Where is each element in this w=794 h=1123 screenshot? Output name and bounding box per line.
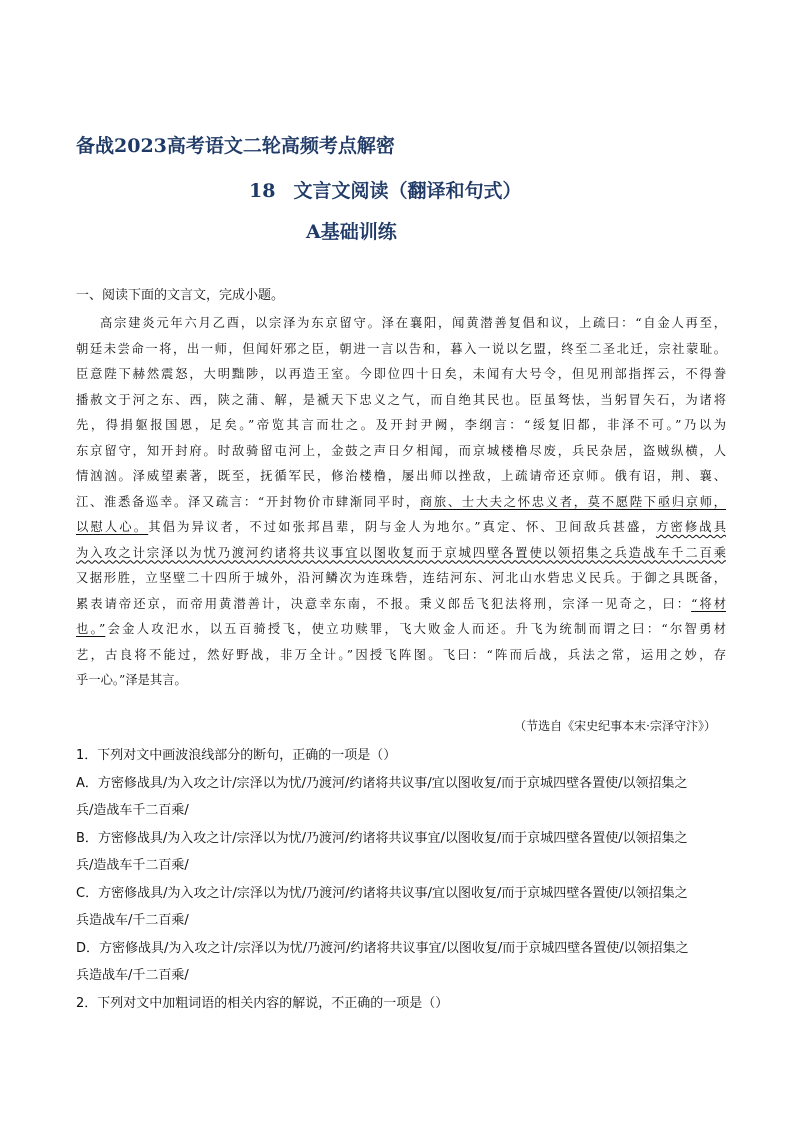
option-d-continued: 兵造战车/千二百乘/ bbox=[76, 968, 189, 983]
passage-line: 高宗建炎元年六月乙酉，以宗泽为东京留守。泽在襄阳，闻黄潜善复倡和议，上疏曰：“自金人再至， bbox=[100, 316, 726, 330]
option-b: B．方密修战具/为入攻之计/宗泽以为忧/乃渡河/约诸将共议事宜/以图收复/而于京城四壁各置使/以领招集之 bbox=[76, 830, 688, 846]
passage-text: 其倡为异议者，不过如张邦昌辈，阴与金人为地尔。”真定、怀、卫间敌兵甚盛， bbox=[148, 520, 656, 534]
passage-line bbox=[76, 490, 726, 516]
passage-line bbox=[76, 617, 726, 643]
question-stem: 2．下列对文中加粗词语的相关内容的解说，不正确的一项是（） bbox=[76, 996, 449, 1011]
question-1 bbox=[76, 742, 736, 990]
passage-line: 乎一心。”泽是其言。 bbox=[76, 673, 187, 687]
underlined-sentence: “将材 bbox=[691, 596, 726, 611]
passage-text: 累表请帝还京，而帝用黄潜善计，决意幸东南，不报。秉义郎岳飞犯法将刑，宗泽一见奇之，曰： bbox=[76, 596, 692, 611]
option-b-continued: 兵/造战车千二百乘/ bbox=[76, 858, 189, 873]
option-c-continued: 兵造战车/千二百乘/ bbox=[76, 913, 189, 928]
topic-number: 18 bbox=[249, 180, 276, 202]
passage-line bbox=[76, 515, 726, 541]
passage-line: 臣意陛下赫然震怒，大明黜陟，以再造王室。今即位四十日矣，未闻有大号令，但见刑部指挥云，不得誊 bbox=[76, 367, 726, 381]
option-d: D．方密修战具/为入攻之计/宗泽以为忧/乃渡河/约诸将共议事宜/以图收复/而于京城四壁各置使/以领招集之 bbox=[76, 940, 689, 956]
underlined-sentence: 也。” bbox=[76, 622, 106, 636]
question-2 bbox=[76, 990, 736, 1018]
topic-title: 文言文阅读（翻译和句式） bbox=[293, 180, 522, 202]
reading-instruction: 一、阅读下面的文言文，完成小题。 bbox=[76, 288, 285, 303]
main-title: 备战2023高考语文二轮高频考点解密 bbox=[76, 135, 395, 157]
wavy-underlined-sentence: 方密修战具 bbox=[655, 520, 726, 534]
topic-heading bbox=[249, 176, 521, 203]
passage-line: 朝廷未尝命一将，出一师，但闻奸邪之臣，朝进一言以告和，暮入一说以乞盟，终至二圣北迁，宗社蒙耻。 bbox=[76, 341, 726, 356]
wavy-underlined-sentence: 为入攻之计宗泽以为忧乃渡河约诸将共议事宜以图收复而于京城四壁各置使以领招集之兵造战车千二百乘 bbox=[76, 545, 726, 560]
passage-line: 先，得捐躯报国恩，足矣。”帝览其言而壮之。及开封尹阙，李纲言：“绥复旧都，非泽不可。”乃以为 bbox=[76, 418, 726, 432]
section-title: A基础训练 bbox=[306, 221, 397, 243]
option-c: C．方密修战具/为入攻之计/宗泽以为忧/乃渡河/约诸将共议事/宜以图收复/而于京城四壁各置使/以领招集之 bbox=[76, 885, 688, 901]
question-stem: 1．下列对文中画波浪线部分的断句，正确的一项是（） bbox=[76, 748, 397, 763]
passage-text: 会金人攻汜水，以五百骑授飞，使立功赎罪，飞大败金人而还。升飞为统制而谓之曰：“尔智勇材 bbox=[105, 622, 726, 636]
classical-passage bbox=[76, 311, 726, 694]
passage-line bbox=[76, 592, 726, 618]
passage-line: 艺，古良将不能过，然好野战，非万全计。”因授飞阵图。飞曰：“阵而后战，兵法之常，运用之妙，存 bbox=[76, 647, 726, 662]
underlined-sentence: 以慰人心。 bbox=[76, 520, 149, 534]
passage-text: 江、淮悉备巡幸。泽又疏言：“开封物价市肆渐同平时， bbox=[76, 494, 420, 509]
passage-source: （节选自《宋史纪事本末·宗泽守汴》） bbox=[514, 719, 716, 733]
passage-line: 播赦文于河之东、西，陕之蒲、解，是褫天下忠义之气，而自绝其民也。臣虽驽怯，当躬冒矢石，为诸将 bbox=[76, 392, 726, 407]
passage-line: 又据形胜，立坚壁二十四所于城外，沿河鳞次为连珠砦，连结河东、河北山水砦忠义民兵。于御之具既备， bbox=[76, 571, 726, 585]
passage-line: 东京留守，知开封府。时敌骑留屯河上，金鼓之声日夕相闻，而京城楼橹尽废，兵民杂居，盗贼纵横，人 bbox=[76, 443, 726, 458]
passage-line bbox=[76, 541, 726, 567]
option-a-continued: 兵/造战车千二百乘/ bbox=[76, 803, 189, 818]
passage-line: 情汹汹。泽威望素著，既至，抚循军民，修治楼橹，屡出师以挫敌，上疏请帝还京师。俄有诏，荆、襄、 bbox=[76, 469, 726, 483]
option-a: A．方密修战具/为入攻之计/宗泽以为忧/乃渡河/约诸将共议事/宜以图收复/而于京城四壁各置使/以领招集之 bbox=[76, 775, 688, 791]
underlined-sentence: 商旅、士大夫之怀忠义者，莫不愿陛下亟归京师， bbox=[419, 494, 726, 509]
